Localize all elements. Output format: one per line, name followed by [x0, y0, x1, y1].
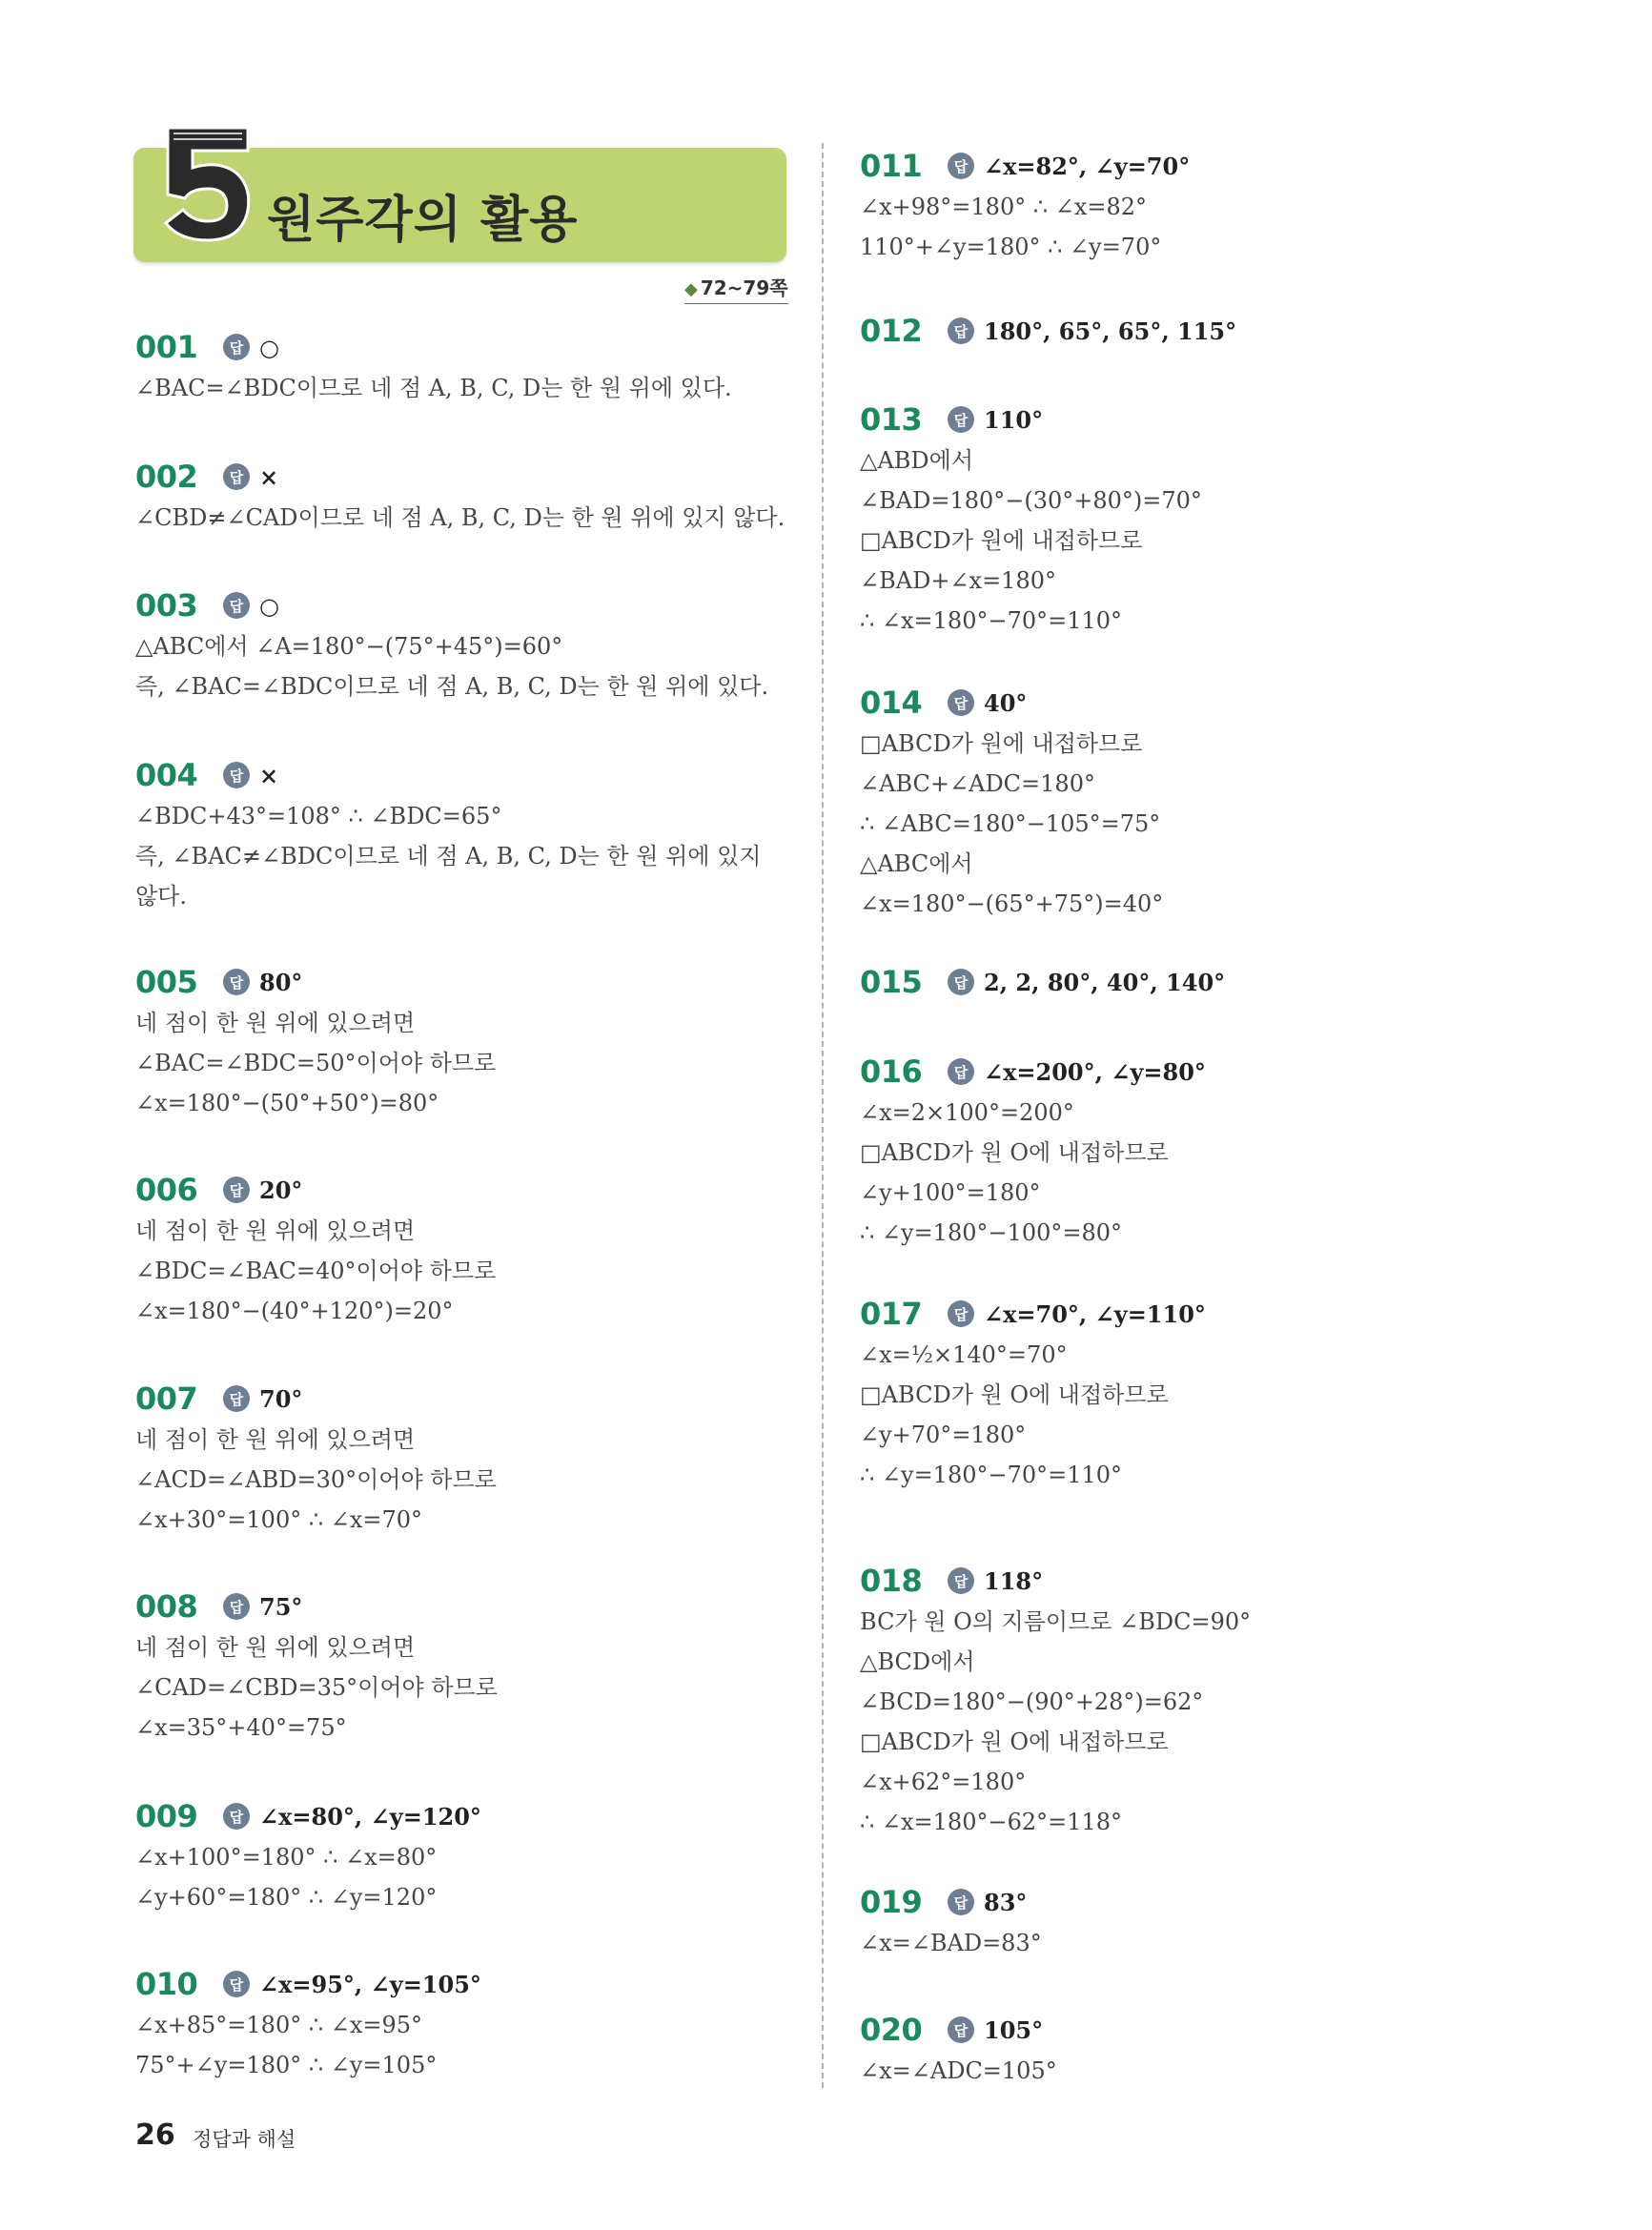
solution-line: ∠x+62°=180° [860, 1769, 1027, 1795]
answer-badge-icon: 답 [948, 1058, 974, 1085]
problem-header [135, 456, 803, 498]
solution-line: △ABC에서 ∠A=180°−(75°+45°)=60° [135, 633, 563, 660]
problem-003 [135, 584, 803, 706]
solution-line: ∠x=180°−(40°+120°)=20° [135, 1298, 454, 1324]
problem-header [860, 1051, 1527, 1093]
problem-header [860, 961, 1527, 1003]
answer-badge-icon: 답 [223, 1385, 250, 1412]
problem-006 [135, 1169, 803, 1331]
problem-012 [860, 310, 1527, 352]
answer: × [259, 462, 279, 491]
answer-badge-icon: 답 [223, 463, 250, 490]
answer-badge-icon: 답 [948, 2016, 974, 2043]
solution-line: ∠BDC+43°=108° ∴ ∠BDC=65° [135, 803, 502, 829]
problem-header [135, 961, 803, 1003]
answer: 83° [984, 1888, 1028, 1916]
problem-004 [135, 754, 803, 916]
problem-014 [860, 682, 1527, 924]
problem-number: 001 [135, 329, 198, 365]
problem-number: 017 [860, 1296, 923, 1332]
problem-header [135, 584, 803, 626]
solution-line: ∠x=2×100°=200° [860, 1099, 1074, 1126]
solution-line: ∠CAD=∠CBD=35°이어야 하므로 [135, 1674, 498, 1701]
solution-line: □ABCD가 원에 내접하므로 [860, 730, 1143, 757]
solution-line: 75°+∠y=180° ∴ ∠y=105° [135, 2052, 438, 2078]
answer: 70° [259, 1384, 303, 1413]
footer-label: 정답과 해설 [193, 2128, 296, 2151]
answer-badge-icon: 답 [948, 1300, 974, 1327]
answer-badge-icon: 답 [948, 153, 974, 179]
chapter-title: 원주각의 활용 [267, 192, 579, 249]
problem-header [860, 399, 1527, 440]
solution-line: ∠BAC=∠BDC=50°이어야 하므로 [135, 1050, 497, 1076]
problem-007 [135, 1378, 803, 1540]
solution-line: □ABCD가 원 O에 내접하므로 [860, 1139, 1169, 1166]
answer: ○ [259, 591, 279, 620]
answer: 75° [259, 1592, 303, 1621]
solution-line: 110°+∠y=180° ∴ ∠y=70° [860, 234, 1162, 260]
page-number: 26 [135, 2118, 175, 2152]
solution-line: □ABCD가 원 O에 내접하므로 [860, 1381, 1169, 1408]
answer-badge-icon: 답 [223, 1971, 250, 1997]
problem-number: 019 [860, 1884, 923, 1920]
problem-number: 007 [135, 1381, 198, 1417]
answer: ∠x=82°, ∠y=70° [984, 152, 1191, 180]
problem-number: 008 [135, 1588, 198, 1625]
solution-line: ∠x+85°=180° ∴ ∠x=95° [135, 2012, 423, 2038]
answer: ○ [259, 333, 279, 361]
problem-008 [135, 1586, 803, 1748]
solution-line: ∠CBD≠∠CAD이므로 네 점 A, B, C, D는 한 원 위에 있지 않다. [135, 504, 785, 531]
problem-number: 006 [135, 1172, 198, 1208]
solution-line: ∴ ∠y=180°−70°=110° [860, 1462, 1123, 1488]
solution-line: ∠ABC+∠ADC=180° [860, 770, 1095, 797]
solution-line: 네 점이 한 원 위에 있으려면 [135, 1010, 416, 1036]
problem-header [135, 1169, 803, 1211]
answer-badge-icon: 답 [948, 1567, 974, 1594]
answer-badge-icon: 답 [948, 689, 974, 716]
solution-line: 즉, ∠BAC=∠BDC이므로 네 점 A, B, C, D는 한 원 위에 있다. [135, 673, 769, 700]
problem-header [860, 2009, 1527, 2051]
solution-line: ∠x=∠ADC=105° [860, 2057, 1057, 2084]
answer-badge-icon: 답 [948, 969, 974, 995]
problem-header [860, 1560, 1527, 1602]
solution-line: ∠BCD=180°−(90°+28°)=62° [860, 1688, 1204, 1715]
answer-badge-icon: 답 [223, 1803, 250, 1830]
problem-number: 020 [860, 2012, 923, 2048]
solution-line: ∠x=∠BAD=83° [860, 1930, 1042, 1956]
solution-line: △ABC에서 [860, 850, 973, 877]
problem-number: 010 [135, 1966, 198, 2002]
solution-line: △ABD에서 [860, 447, 974, 474]
problem-number: 003 [135, 587, 198, 624]
problem-009 [135, 1795, 803, 1917]
solution-line: □ABCD가 원에 내접하므로 [860, 527, 1143, 554]
problem-number: 016 [860, 1054, 923, 1090]
problem-011 [860, 145, 1527, 267]
problem-header [135, 1586, 803, 1627]
solution-line: ∠BAC=∠BDC이므로 네 점 A, B, C, D는 한 원 위에 있다. [135, 375, 732, 401]
solution-line: ∴ ∠ABC=180°−105°=75° [860, 810, 1161, 837]
problem-header [860, 682, 1527, 724]
problem-number: 012 [860, 313, 923, 349]
answer: ∠x=200°, ∠y=80° [984, 1057, 1206, 1086]
problem-header [135, 754, 803, 796]
solution-line: 네 점이 한 원 위에 있으려면 [135, 1634, 416, 1661]
solution-line: ∠x+98°=180° ∴ ∠x=82° [860, 194, 1148, 220]
problem-number: 013 [860, 401, 923, 438]
problem-number: 005 [135, 964, 198, 1000]
solution-line: ∠y+70°=180° [860, 1422, 1027, 1448]
problem-017 [860, 1293, 1527, 1495]
answer: ∠x=95°, ∠y=105° [259, 1970, 481, 1998]
problem-header [135, 1795, 803, 1837]
problem-010 [135, 1963, 803, 2085]
answer-badge-icon: 답 [948, 317, 974, 344]
solution-line: 네 점이 한 원 위에 있으려면 [135, 1217, 416, 1244]
answer: 40° [984, 688, 1028, 717]
solution-line: ∴ ∠x=180°−70°=110° [860, 607, 1123, 634]
answer-badge-icon: 답 [223, 1593, 250, 1620]
cube-icon: ◆ [684, 279, 698, 299]
answer: 20° [259, 1176, 303, 1204]
solution-line: 네 점이 한 원 위에 있으려면 [135, 1426, 416, 1453]
problem-header [135, 1963, 803, 2005]
answer-badge-icon: 답 [948, 1889, 974, 1915]
solution-line: ∠x+30°=100° ∴ ∠x=70° [135, 1506, 423, 1533]
solution-line: △BCD에서 [860, 1648, 975, 1675]
solution-line: ∠x+100°=180° ∴ ∠x=80° [135, 1844, 438, 1871]
problem-018 [860, 1560, 1527, 1842]
answer-badge-icon: 답 [223, 762, 250, 788]
answer-badge-icon: 답 [223, 334, 250, 360]
solution-line: ∠ACD=∠ABD=30°이어야 하므로 [135, 1466, 497, 1493]
problem-header [860, 310, 1527, 352]
problem-number: 004 [135, 757, 198, 793]
answer: 2, 2, 80°, 40°, 140° [984, 968, 1226, 996]
answer-badge-icon: 답 [948, 406, 974, 433]
problem-header [860, 1881, 1527, 1923]
solution-line: 않다. [135, 883, 187, 910]
chapter-number-graphic [160, 122, 255, 246]
answer: ∠x=70°, ∠y=110° [984, 1299, 1206, 1328]
solution-line: ∴ ∠x=180°−62°=118° [860, 1809, 1123, 1835]
answer: 80° [259, 968, 303, 996]
problem-number: 015 [860, 964, 923, 1000]
solution-line: BC가 원 O의 지름이므로 ∠BDC=90° [860, 1608, 1252, 1635]
problem-001 [135, 326, 803, 408]
answer-badge-icon: 답 [223, 1176, 250, 1203]
solution-line: ∠BAD=180°−(30°+80°)=70° [860, 487, 1202, 514]
solution-line: ∠y+60°=180° ∴ ∠y=120° [135, 1884, 438, 1911]
problem-header [860, 1293, 1527, 1335]
problem-header [860, 145, 1527, 187]
solution-line: ∠x=180°−(65°+75°)=40° [860, 890, 1164, 917]
page-range: 72~79쪽 [700, 276, 788, 299]
answer: 105° [984, 2015, 1044, 2044]
problem-number: 002 [135, 459, 198, 495]
problem-header [135, 1378, 803, 1420]
answer: ∠x=80°, ∠y=120° [259, 1802, 481, 1831]
problem-005 [135, 961, 803, 1123]
problem-019 [860, 1881, 1527, 1963]
solution-line: ∠y+100°=180° [860, 1179, 1041, 1206]
problem-015 [860, 961, 1527, 1003]
solution-line: ∠x=½×140°=70° [860, 1341, 1068, 1368]
problem-number: 011 [860, 148, 923, 184]
answer: 118° [984, 1566, 1044, 1595]
problem-016 [860, 1051, 1527, 1253]
solution-line: □ABCD가 원 O에 내접하므로 [860, 1729, 1169, 1755]
solution-line: ∠x=180°−(50°+50°)=80° [135, 1090, 439, 1116]
answer: 180°, 65°, 65°, 115° [984, 317, 1237, 345]
problem-number: 009 [135, 1798, 198, 1834]
problem-header [135, 326, 803, 368]
solution-line: 즉, ∠BAC≠∠BDC이므로 네 점 A, B, C, D는 한 원 위에 있지 [135, 843, 762, 869]
solution-line: ∠BDC=∠BAC=40°이어야 하므로 [135, 1258, 497, 1284]
answer: × [259, 761, 279, 789]
column-divider [822, 143, 824, 2088]
page-range-ref [684, 273, 788, 304]
answer-badge-icon: 답 [223, 969, 250, 995]
solution-line: ∴ ∠y=180°−100°=80° [860, 1219, 1123, 1246]
problem-number: 018 [860, 1563, 923, 1599]
problem-020 [860, 2009, 1527, 2091]
problem-002 [135, 456, 803, 538]
answer: 110° [984, 405, 1044, 434]
problem-number: 014 [860, 685, 923, 721]
solution-line: ∠x=35°+40°=75° [135, 1714, 347, 1741]
problem-013 [860, 399, 1527, 641]
answer-badge-icon: 답 [223, 592, 250, 619]
solution-line: ∠BAD+∠x=180° [860, 567, 1056, 594]
